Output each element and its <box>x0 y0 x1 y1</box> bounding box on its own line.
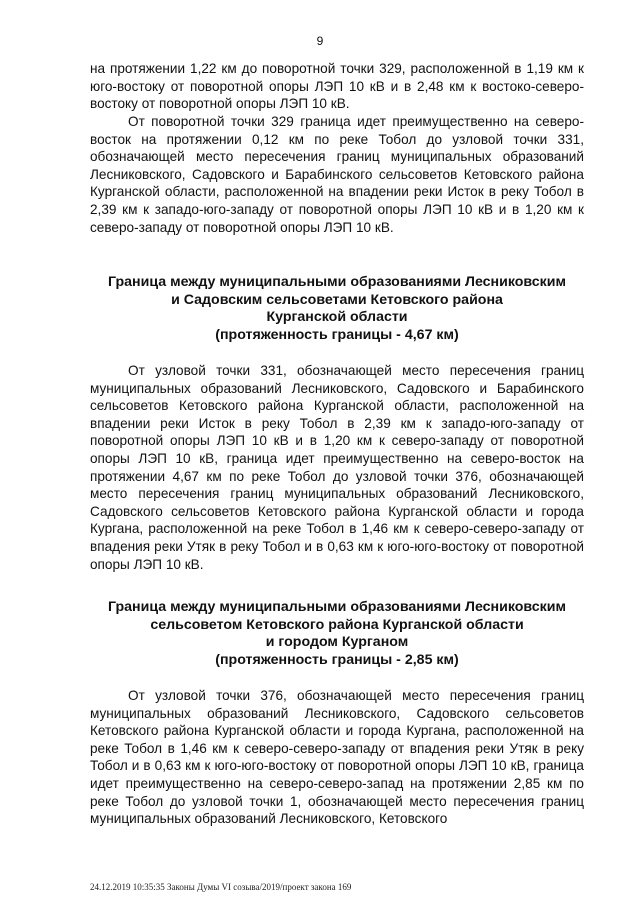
heading-line-1: Граница между муниципальными образованиями Лесниковским <box>108 274 566 290</box>
section-heading-lesnikovsky-sadovsky <box>70 274 604 344</box>
heading-line-2: и Садовским сельсоветами Кетовского района <box>171 291 503 308</box>
page-number: 9 <box>316 34 324 48</box>
heading-line-4: (протяженность границы - 2,85 км) <box>215 651 459 668</box>
heading-line-2: сельсоветом Кетовского района Курганской области <box>150 616 524 633</box>
heading-line-3: и городом Курганом <box>265 634 409 651</box>
section-heading-lesnikovsky-kurgan <box>70 599 604 669</box>
heading-line-4: (протяженность границы - 4,67 км) <box>215 326 459 343</box>
paragraph-point-331: От узловой точки 331, обозначающей место пересечения границ муниципальных образований Лесниковского, Садовского и Барабинского сельсоветов Кетовского района Курганской области, расположенной на впадении реки Исток в реку Тобол в 2,39 км к западо-юго-западу от поворотной опоры ЛЭП 10 кВ и в 1,20 км к северо-западу от поворотной опоры ЛЭП 10 кВ, граница идет преимущественно на северо-восток на протяжении 4,67 км по реке Тобол до узловой точки 376, обозначающей место пересечения границ муниципальных образований Лесниковского, Садовского сельсоветов Кетовского района Курганской области и города Кургана, расположенной на реке Тобол в 1,46 км к северо-северо-западу от впадения реки Утяк в реку Тобол и в 0,63 км к юго-юго-востоку от поворотной опоры ЛЭП 10 кВ. <box>90 363 584 572</box>
paragraph-continuation: на протяжении 1,22 км до поворотной точки 329, расположенной в 1,19 км к юго-востоку от поворотной опоры ЛЭП 10 кВ и в 2,48 км к востоко-северо-востоку от поворотной опоры ЛЭП 10 кВ. <box>90 61 584 112</box>
paragraph-point-376: От узловой точки 376, обозначающей место пересечения границ муниципальных образований Лесниковского, Садовского сельсоветов Кетовского района Курганской области и города Кургана, расположенной на реке Тобол в 1,46 км к северо-северо-западу от впадения реки Утяк в реку Тобол и в 0,63 км к юго-юго-востоку от поворотной опоры ЛЭП 10 кВ, граница идет преимущественно на северо-северо-запад на протяжении 2,85 км по реке Тобол до узловой точки 1, обозначающей место пересечения границ муниципальных образований Лесниковского, Кетовского <box>90 688 584 827</box>
paragraph-point-329: От поворотной точки 329 граница идет преимущественно на северо-восток на протяжении 0,12 км по реке Тобол до узловой точки 331, обозначающей место пересечения границ муниципальных образований Лесниковского, Садовского и Барабинского сельсоветов Кетовского района Курганской области, расположенной на впадении реки Исток в реку Тобол в 2,39 км к западо-юго-западу от поворотной опоры ЛЭП 10 кВ и в 1,20 км к северо-западу от поворотной опоры ЛЭП 10 кВ. <box>90 114 584 235</box>
heading-line-3: Курганской области <box>266 309 408 326</box>
document-footer: 24.12.2019 10:35:35 Законы Думы VI созыва/2019/проект закона 169 <box>90 882 352 892</box>
heading-line-1: Граница между муниципальными образованиями Лесниковским <box>108 599 566 615</box>
